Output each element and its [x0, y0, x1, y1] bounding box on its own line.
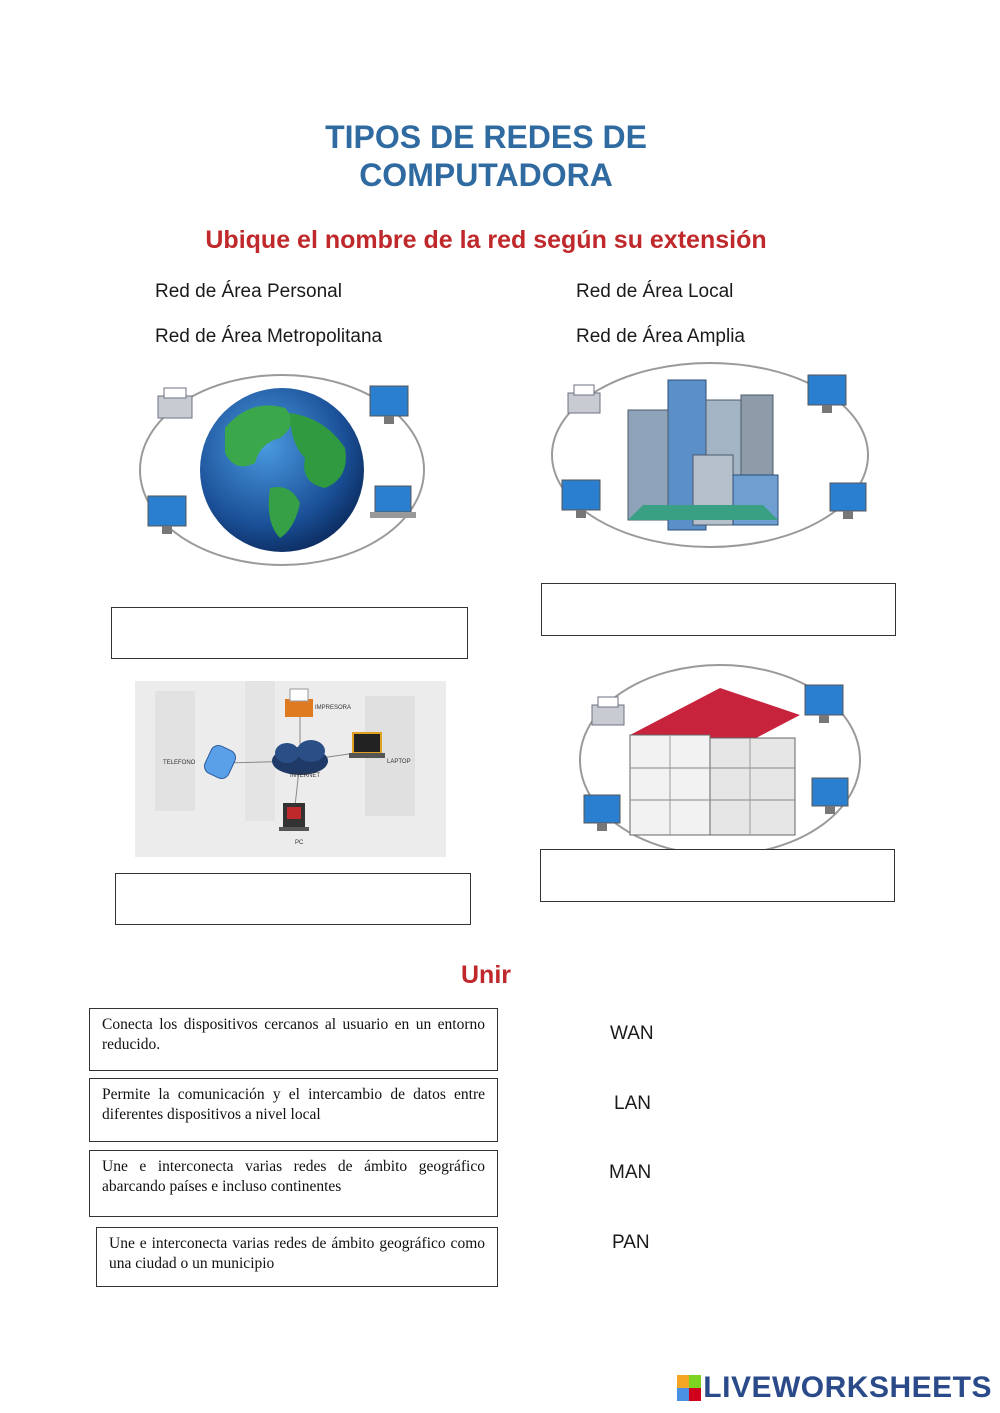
city-network-diagram — [548, 355, 873, 555]
brand-logo — [677, 1371, 992, 1405]
house-icon — [630, 688, 800, 835]
answer-box-globe[interactable] — [111, 607, 468, 659]
match-description-3[interactable]: Une e interconecta varias redes de ámbito geográfico abarcando países e incluso continentes — [89, 1150, 498, 1217]
match-acronym-pan[interactable]: PAN — [612, 1232, 650, 1253]
brand-logo-icon — [677, 1375, 701, 1401]
match-acronym-man[interactable]: MAN — [609, 1162, 652, 1183]
option-local: Red de Área Local — [576, 281, 734, 302]
label-internet: INTERNET — [290, 773, 320, 779]
match-acronym-lan[interactable]: LAN — [614, 1093, 651, 1114]
match-description-1[interactable]: Conecta los dispositivos cercanos al usuario en un entorno reducido. — [89, 1008, 498, 1071]
match-description-2[interactable]: Permite la comunicación y el intercambio de datos entre diferentes dispositivos a nivel local — [89, 1078, 498, 1142]
answer-box-city[interactable] — [541, 583, 896, 636]
monitor-icon — [148, 496, 186, 534]
pan-network-diagram — [135, 681, 446, 857]
answer-box-house[interactable] — [540, 849, 895, 902]
option-personal: Red de Área Personal — [155, 281, 342, 302]
matching-heading: Unir — [461, 961, 511, 989]
option-amplia: Red de Área Amplia — [576, 326, 745, 347]
monitor-icon — [562, 480, 600, 518]
cloud-icon — [272, 740, 328, 775]
label-impresora: IMPRESORA — [315, 705, 352, 711]
page-title — [0, 118, 972, 194]
title-line-1: TIPOS DE REDES DE — [325, 119, 647, 155]
match-acronym-wan[interactable]: WAN — [610, 1023, 654, 1044]
pc-icon — [279, 803, 309, 831]
buildings-icon — [628, 380, 778, 530]
laptop-icon — [349, 733, 385, 758]
house-network-diagram — [570, 660, 865, 860]
printer-icon — [568, 385, 600, 413]
match-description-4[interactable]: Une e interconecta varias redes de ámbito geográfico como una ciudad o un municipio — [96, 1227, 498, 1287]
title-line-2: COMPUTADORA — [359, 157, 613, 193]
monitor-icon — [808, 375, 846, 413]
label-laptop: LAPTOP — [387, 759, 411, 765]
monitor-icon — [812, 778, 848, 814]
monitor-icon — [830, 483, 866, 519]
label-pc: PC — [295, 840, 304, 846]
globe-network-diagram — [130, 368, 435, 573]
label-telefono: TELEFONO — [163, 760, 196, 766]
monitor-icon — [805, 685, 843, 723]
option-metropolitana: Red de Área Metropolitana — [155, 326, 383, 347]
laptop-icon — [370, 486, 416, 518]
printer-icon — [592, 697, 624, 725]
instruction-heading: Ubique el nombre de la red según su extensión — [205, 226, 767, 254]
printer-icon — [158, 388, 192, 418]
monitor-icon — [584, 795, 620, 831]
brand-name: LIVEWORKSHEETS — [703, 1371, 992, 1404]
answer-box-pan[interactable] — [115, 873, 471, 925]
